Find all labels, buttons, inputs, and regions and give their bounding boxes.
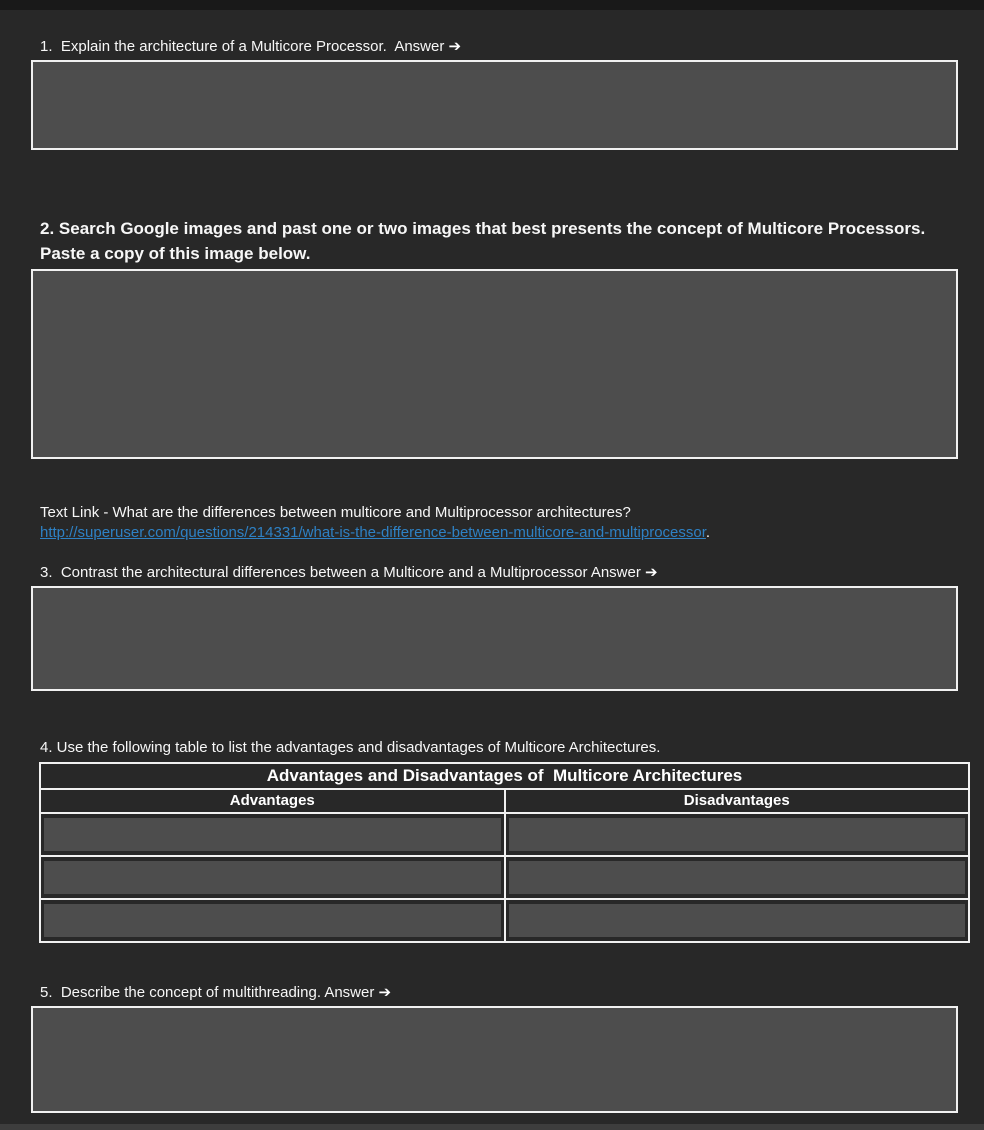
superuser-link[interactable]: http://superuser.com/questions/214331/what-is-the-difference-between-multicore-and-multiprocessor	[40, 524, 706, 541]
advantages-disadvantages-table	[39, 762, 970, 943]
table-header-row	[41, 790, 968, 814]
disadvantages-cell-2[interactable]	[504, 857, 969, 898]
text-link-paragraph	[40, 503, 958, 543]
cell-fill	[509, 904, 966, 937]
document-content	[0, 37, 984, 1113]
advantages-cell-3[interactable]	[41, 900, 504, 941]
table-title: Advantages and Disadvantages of Multicore Architectures	[41, 764, 968, 790]
text-link-intro: Text Link - What are the differences between multicore and Multiprocessor architectures?	[40, 504, 631, 521]
disadvantages-cell-1[interactable]	[504, 814, 969, 855]
question-1-label: 1. Explain the architecture of a Multicore Processor. Answer	[40, 38, 449, 55]
advantages-column-header: Advantages	[229, 792, 315, 809]
question-1-text	[40, 37, 958, 57]
cell-fill	[509, 818, 966, 851]
table-row	[41, 855, 968, 898]
table-row	[41, 898, 968, 941]
answer-arrow-icon: ➔	[378, 984, 392, 1001]
question-3-text	[40, 563, 958, 583]
question-5-text	[40, 983, 958, 1003]
advantages-cell-1[interactable]	[41, 814, 504, 855]
answer-arrow-icon: ➔	[645, 564, 658, 581]
disadvantages-column-header: Disadvantages	[504, 790, 969, 812]
answer-box-1[interactable]	[31, 60, 958, 150]
question-5-label: 5. Describe the concept of multithreading. Answer	[40, 984, 379, 1001]
cell-fill	[44, 818, 501, 851]
table-row	[41, 814, 968, 855]
image-paste-box[interactable]	[31, 269, 958, 459]
bottom-bar	[0, 1124, 984, 1130]
answer-box-3[interactable]	[31, 586, 958, 691]
advantages-cell-2[interactable]	[41, 857, 504, 898]
link-suffix: .	[705, 524, 711, 541]
answer-box-5[interactable]	[31, 1006, 958, 1113]
cell-fill	[44, 904, 501, 937]
question-2-text: 2. Search Google images and past one or two images that best presents the concept of Multicore Processors. Paste a copy of this image below.	[40, 219, 930, 263]
cell-fill	[509, 861, 966, 894]
disadvantages-cell-3[interactable]	[504, 900, 969, 941]
question-4-text: 4. Use the following table to list the advantages and disadvantages of Multicore Architectures.	[40, 739, 661, 756]
cell-fill	[44, 861, 501, 894]
question-3-label: 3. Contrast the architectural differences between a Multicore and a Multiprocessor Answer	[40, 564, 646, 581]
top-bar	[0, 0, 984, 10]
answer-arrow-icon: ➔	[448, 38, 462, 55]
